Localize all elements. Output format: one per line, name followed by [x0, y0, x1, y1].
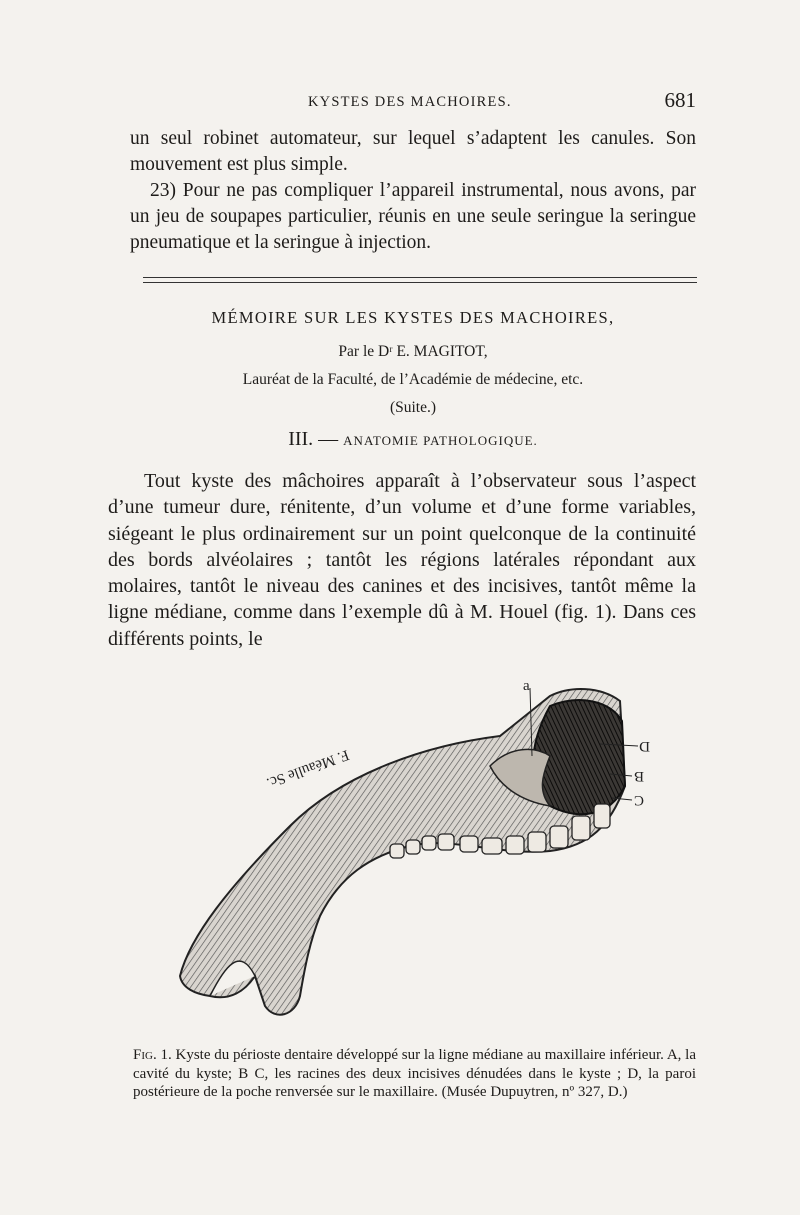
- figure-jaw-engraving: [170, 676, 670, 1036]
- intro-paragraph-1: un seul robinet automateur, sur lequel s’adaptent les canules. Son mouvement est plus simple.: [130, 128, 696, 175]
- intro-text: [130, 126, 696, 256]
- body-paragraph: Tout kyste des mâchoires apparaît à l’observateur sous l’aspect d’une tumeur dure, rénitente, d’un volume et d’une forme variables, siégeant le plus ordinairement sur un point quelconque de la continuité des bords alvéolaires ; tantôt les régions latérales répondant aux molaires, tantôt le niveau des canines et des incisives, tantôt même la ligne médiane, comme dans l’exemple dû à M. Houel (fig. 1). Dans ces différents points, le: [108, 470, 696, 650]
- jaw-illustration: [170, 676, 670, 1036]
- section-dash: —: [313, 428, 344, 450]
- engraver-signature: F. Méaulle Sc.: [264, 746, 351, 791]
- section-number: III.: [288, 428, 314, 450]
- section-heading: [130, 428, 696, 451]
- body-text: [108, 468, 696, 652]
- figure-letter-a: a: [523, 678, 530, 694]
- figure-letter-d: D: [639, 738, 650, 754]
- memoir-affiliation: Lauréat de la Faculté, de l’Académie de médecine, etc.: [242, 371, 584, 388]
- running-title: KYSTES DES MACHOIRES.: [308, 94, 512, 110]
- figure-letter-c: C: [633, 792, 644, 808]
- memoir-continuation: (Suite.): [389, 399, 437, 416]
- caption-label: Fig. 1.: [133, 1047, 172, 1063]
- figure-caption: [133, 1046, 696, 1102]
- figure-letter-b: B: [633, 768, 644, 784]
- memoir-author: Par le Dʳ E. MAGITOT,: [338, 343, 488, 360]
- page-number: 681: [664, 88, 696, 112]
- section-title: ANATOMIE PATHOLOGIQUE.: [343, 433, 538, 448]
- caption-paragraph: [133, 1046, 696, 1102]
- running-head: [130, 88, 696, 116]
- caption-text: Kyste du périoste dentaire développé sur la ligne médiane au maxillaire inférieur. A, la cavité du kyste; B C, les racines des deux incisives dénudées dans le kyste ; D, la paroi postérieure de la poche renversée sur le maxillaire. (Musée Dupuytren, nº 327, D.): [133, 1047, 697, 1101]
- intro-paragraph-2: 23) Pour ne pas compliquer l’appareil instrumental, nous avons, par un jeu de soupapes particulier, réunis en une seule seringue la seringue pneumatique et la seringue à injection.: [130, 180, 696, 253]
- memoir-title: MÉMOIRE SUR LES KYSTES DES MACHOIRES,: [211, 308, 615, 327]
- double-rule-divider: [143, 277, 697, 283]
